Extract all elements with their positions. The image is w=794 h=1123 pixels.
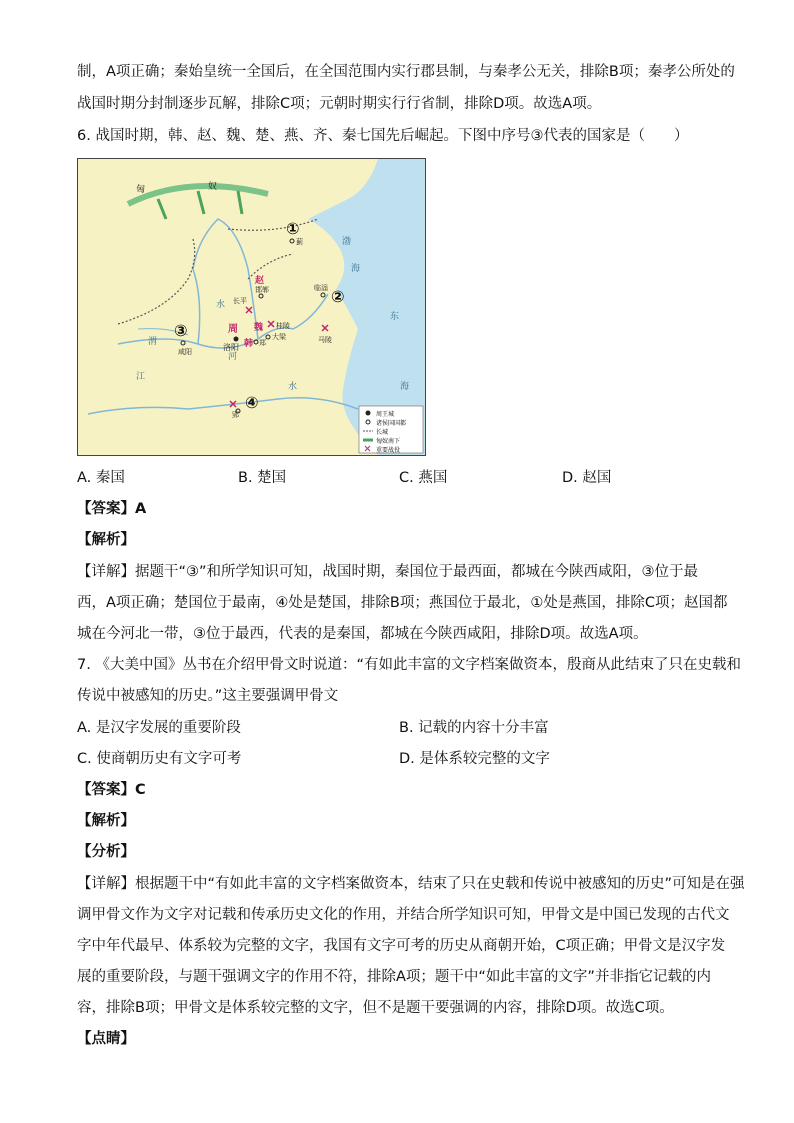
map-label: 渤 [342, 237, 352, 247]
warring-states-map [77, 158, 426, 456]
map-label: 韩 [244, 339, 254, 349]
q6-option-a: A. 秦国 [77, 470, 125, 486]
q7-detail-line: 调甲骨文作为文字对记载和传承历史文化的作用，并结合所学知识可知，甲骨文是中国已发现的古代文 [77, 907, 730, 923]
map-label: 蓟 [296, 238, 303, 246]
q6-detail-line: 【详解】据题干“③”和所学知识可知，战国时期，秦国位于最西面，都城在今陕西咸阳，③位于最 [77, 564, 699, 580]
legend-item: 周王城 [376, 411, 395, 418]
map-label: 河 [228, 352, 238, 362]
q6-detail-line: 西，A项正确；楚国位于最南，④处是楚国，排除B项；燕国位于最北，①处是燕国，排除C项；赵国都 [77, 595, 728, 611]
q7-analysis-heading: 【解析】 [77, 813, 135, 829]
map-label: 水 [216, 300, 226, 310]
map-label: 长平 [233, 297, 247, 305]
q7-detail-line: 字中年代最早、体系较为完整的文字，我国有文字可考的历史从商朝开始，C项正确；甲骨文是汉字发 [77, 938, 726, 954]
map-label: 郢 [232, 411, 239, 419]
q7-dianjing-heading: 【点睛】 [77, 1031, 135, 1047]
map-label: 魏 [254, 323, 264, 333]
royal-city-dot [234, 337, 239, 342]
q6-detail-line: 城在今河北一带，③位于最西，代表的是秦国，都城在今陕西咸阳，排除D项。故选A项。 [77, 626, 648, 642]
q7-detail-line: 展的重要阶段，与题干强调文字的作用不符，排除A项；题干中“如此丰富的文字”并非指它记载的内 [77, 969, 711, 985]
q7-fenxi-heading: 【分析】 [77, 844, 135, 860]
q7-detail-line: 【详解】根据题干中“有如此丰富的文字档案做资本，结束了只在史载和传说中被感知的历史”可知是在强 [77, 876, 745, 892]
q7-option-a: A. 是汉字发展的重要阶段 [77, 720, 241, 736]
q7-detail-line: 容，排除B项；甲骨文是体系较完整的文字，但不是题干要强调的内容，排除D项。故选C项。 [77, 1000, 674, 1016]
map-label: 匈 [136, 185, 146, 195]
q6-option-b: B. 楚国 [238, 470, 287, 486]
legend-item: 重要战役 [376, 447, 401, 454]
map-label: 洛阳 [223, 343, 239, 352]
q6-option-c: C. 燕国 [399, 470, 448, 486]
map-label: 邯郸 [255, 286, 269, 294]
q6-answer: 【答案】A [77, 501, 147, 517]
q7-option-b: B. 记载的内容十分丰富 [399, 720, 549, 736]
q7-stem-line: 传说中被感知的历史。”这主要强调甲骨文 [77, 688, 339, 704]
q6-option-d: D. 赵国 [562, 470, 612, 486]
map-label: 水 [288, 382, 298, 392]
legend-item: 匈奴南下 [376, 438, 401, 445]
map-label: 海 [400, 382, 410, 392]
map-label: 桂陵 [276, 322, 290, 330]
marker-2: ② [331, 287, 345, 306]
map-label: 大梁 [272, 333, 286, 341]
q7-stem-line: 7. 《大美中国》丛书在介绍甲骨文时说道：“有如此丰富的文字档案做资本，殷商从此结束了只在史载和 [77, 657, 741, 673]
royal-city-legend-icon [366, 411, 371, 416]
map-label: 海 [351, 264, 361, 274]
map-label: 东 [390, 312, 400, 322]
legend-item: 诸侯国国都 [376, 420, 407, 427]
map-label: 郑 [259, 339, 266, 347]
map-label: 马陵 [318, 336, 332, 344]
q7-option-d: D. 是体系较完整的文字 [399, 751, 550, 767]
map-label: 周 [228, 324, 238, 335]
map-legend [359, 406, 423, 454]
q7-option-c: C. 使商朝历史有文字可考 [77, 751, 242, 767]
q6-analysis-heading: 【解析】 [77, 532, 135, 548]
text-line: 制，A项正确；秦始皇统一全国后，在全国范围内实行郡县制，与秦孝公无关，排除B项；秦孝公所处的 [77, 64, 735, 80]
question-6-stem: 6. 战国时期，韩、赵、魏、楚、燕、齐、秦七国先后崛起。下图中序号③代表的国家是（ ） [77, 128, 689, 144]
map-label: 江 [136, 372, 146, 382]
marker-3: ③ [174, 321, 188, 340]
map-label: 奴 [208, 182, 218, 192]
q7-answer: 【答案】C [77, 782, 146, 798]
map-label: 咸阳 [178, 348, 192, 356]
map-label: 临淄 [314, 284, 328, 292]
map-label: 赵 [255, 276, 265, 286]
legend-item: 长城 [376, 429, 389, 436]
text-line: 战国时期分封制逐步瓦解，排除C项；元朝时期实行行省制，排除D项。故选A项。 [77, 96, 602, 112]
marker-1: ① [286, 219, 300, 238]
marker-4: ④ [245, 393, 259, 412]
map-label: 渭 [148, 337, 158, 347]
